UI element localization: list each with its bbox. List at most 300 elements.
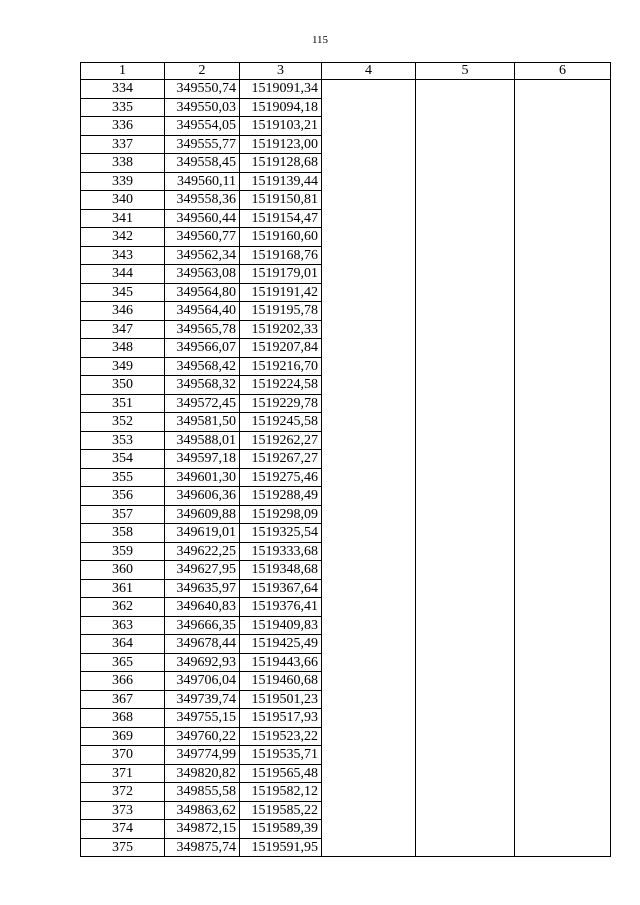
point-number-cell: 344 xyxy=(81,265,165,284)
table-row xyxy=(81,320,611,339)
empty-cell xyxy=(416,357,515,376)
y-coordinate-cell: 1519224,58 xyxy=(240,376,322,395)
y-coordinate-cell: 1519179,01 xyxy=(240,265,322,284)
empty-cell xyxy=(322,135,416,154)
empty-cell xyxy=(322,191,416,210)
empty-cell xyxy=(322,320,416,339)
point-number-cell: 347 xyxy=(81,320,165,339)
table-row xyxy=(81,838,611,857)
table-row xyxy=(81,801,611,820)
x-coordinate-cell: 349606,36 xyxy=(165,487,240,506)
x-coordinate-cell: 349581,50 xyxy=(165,413,240,432)
empty-cell xyxy=(515,450,611,469)
y-coordinate-cell: 1519202,33 xyxy=(240,320,322,339)
point-number-cell: 339 xyxy=(81,172,165,191)
point-number-cell: 363 xyxy=(81,616,165,635)
empty-cell xyxy=(322,283,416,302)
y-coordinate-cell: 1519501,23 xyxy=(240,690,322,709)
x-coordinate-cell: 349555,77 xyxy=(165,135,240,154)
table-row xyxy=(81,764,611,783)
empty-cell xyxy=(515,431,611,450)
y-coordinate-cell: 1519582,12 xyxy=(240,783,322,802)
point-number-cell: 345 xyxy=(81,283,165,302)
x-coordinate-cell: 349863,62 xyxy=(165,801,240,820)
empty-cell xyxy=(322,154,416,173)
y-coordinate-cell: 1519325,54 xyxy=(240,524,322,543)
y-coordinate-cell: 1519298,09 xyxy=(240,505,322,524)
empty-cell xyxy=(322,98,416,117)
empty-cell xyxy=(416,838,515,857)
empty-cell xyxy=(515,783,611,802)
empty-cell xyxy=(416,228,515,247)
empty-cell xyxy=(515,616,611,635)
empty-cell xyxy=(416,783,515,802)
x-coordinate-cell: 349755,15 xyxy=(165,709,240,728)
header-row xyxy=(81,63,611,80)
empty-cell xyxy=(416,320,515,339)
empty-cell xyxy=(416,487,515,506)
empty-cell xyxy=(322,302,416,321)
empty-cell xyxy=(322,80,416,99)
point-number-cell: 360 xyxy=(81,561,165,580)
empty-cell xyxy=(515,191,611,210)
point-number-cell: 355 xyxy=(81,468,165,487)
x-coordinate-cell: 349564,80 xyxy=(165,283,240,302)
empty-cell xyxy=(515,302,611,321)
empty-cell xyxy=(416,653,515,672)
point-number-cell: 337 xyxy=(81,135,165,154)
column-header: 2 xyxy=(165,63,240,80)
table-row xyxy=(81,635,611,654)
empty-cell xyxy=(416,172,515,191)
table-row xyxy=(81,505,611,524)
empty-cell xyxy=(515,98,611,117)
point-number-cell: 335 xyxy=(81,98,165,117)
point-number-cell: 354 xyxy=(81,450,165,469)
y-coordinate-cell: 1519103,21 xyxy=(240,117,322,136)
empty-cell xyxy=(416,135,515,154)
point-number-cell: 374 xyxy=(81,820,165,839)
y-coordinate-cell: 1519229,78 xyxy=(240,394,322,413)
point-number-cell: 340 xyxy=(81,191,165,210)
empty-cell xyxy=(515,413,611,432)
coordinates-table xyxy=(80,62,611,857)
empty-cell xyxy=(322,413,416,432)
x-coordinate-cell: 349554,05 xyxy=(165,117,240,136)
x-coordinate-cell: 349560,44 xyxy=(165,209,240,228)
y-coordinate-cell: 1519367,64 xyxy=(240,579,322,598)
empty-cell xyxy=(515,394,611,413)
point-number-cell: 359 xyxy=(81,542,165,561)
empty-cell xyxy=(416,339,515,358)
x-coordinate-cell: 349566,07 xyxy=(165,339,240,358)
y-coordinate-cell: 1519094,18 xyxy=(240,98,322,117)
table-row xyxy=(81,394,611,413)
empty-cell xyxy=(515,709,611,728)
point-number-cell: 338 xyxy=(81,154,165,173)
empty-cell xyxy=(416,376,515,395)
y-coordinate-cell: 1519409,83 xyxy=(240,616,322,635)
empty-cell xyxy=(322,820,416,839)
empty-cell xyxy=(322,561,416,580)
table-row xyxy=(81,283,611,302)
table-row xyxy=(81,154,611,173)
x-coordinate-cell: 349875,74 xyxy=(165,838,240,857)
table-row xyxy=(81,246,611,265)
point-number-cell: 351 xyxy=(81,394,165,413)
empty-cell xyxy=(515,320,611,339)
table-row xyxy=(81,616,611,635)
point-number-cell: 342 xyxy=(81,228,165,247)
empty-cell xyxy=(515,746,611,765)
table-row xyxy=(81,653,611,672)
x-coordinate-cell: 349560,11 xyxy=(165,172,240,191)
point-number-cell: 362 xyxy=(81,598,165,617)
point-number-cell: 352 xyxy=(81,413,165,432)
point-number-cell: 365 xyxy=(81,653,165,672)
empty-cell xyxy=(322,653,416,672)
empty-cell xyxy=(322,172,416,191)
empty-cell xyxy=(416,302,515,321)
y-coordinate-cell: 1519443,66 xyxy=(240,653,322,672)
y-coordinate-cell: 1519275,46 xyxy=(240,468,322,487)
empty-cell xyxy=(515,265,611,284)
empty-cell xyxy=(322,690,416,709)
x-coordinate-cell: 349572,45 xyxy=(165,394,240,413)
point-number-cell: 334 xyxy=(81,80,165,99)
empty-cell xyxy=(515,635,611,654)
table-row xyxy=(81,579,611,598)
empty-cell xyxy=(416,431,515,450)
empty-cell xyxy=(416,246,515,265)
table-row xyxy=(81,690,611,709)
table-row xyxy=(81,265,611,284)
empty-cell xyxy=(322,672,416,691)
x-coordinate-cell: 349558,36 xyxy=(165,191,240,210)
empty-cell xyxy=(515,246,611,265)
y-coordinate-cell: 1519565,48 xyxy=(240,764,322,783)
point-number-cell: 350 xyxy=(81,376,165,395)
table-row xyxy=(81,376,611,395)
empty-cell xyxy=(515,283,611,302)
page-number: 115 xyxy=(311,34,329,46)
x-coordinate-cell: 349609,88 xyxy=(165,505,240,524)
empty-cell xyxy=(322,838,416,857)
column-header: 5 xyxy=(416,63,515,80)
x-coordinate-cell: 349627,95 xyxy=(165,561,240,580)
empty-cell xyxy=(322,487,416,506)
y-coordinate-cell: 1519376,41 xyxy=(240,598,322,617)
x-coordinate-cell: 349760,22 xyxy=(165,727,240,746)
y-coordinate-cell: 1519425,49 xyxy=(240,635,322,654)
y-coordinate-cell: 1519207,84 xyxy=(240,339,322,358)
empty-cell xyxy=(322,339,416,358)
y-coordinate-cell: 1519288,49 xyxy=(240,487,322,506)
x-coordinate-cell: 349619,01 xyxy=(165,524,240,543)
empty-cell xyxy=(416,394,515,413)
empty-cell xyxy=(416,598,515,617)
x-coordinate-cell: 349564,40 xyxy=(165,302,240,321)
empty-cell xyxy=(322,635,416,654)
point-number-cell: 357 xyxy=(81,505,165,524)
empty-cell xyxy=(416,709,515,728)
empty-cell xyxy=(515,209,611,228)
table-row xyxy=(81,117,611,136)
x-coordinate-cell: 349597,18 xyxy=(165,450,240,469)
x-coordinate-cell: 349568,42 xyxy=(165,357,240,376)
point-number-cell: 368 xyxy=(81,709,165,728)
empty-cell xyxy=(416,616,515,635)
point-number-cell: 372 xyxy=(81,783,165,802)
empty-cell xyxy=(416,154,515,173)
y-coordinate-cell: 1519139,44 xyxy=(240,172,322,191)
empty-cell xyxy=(416,635,515,654)
x-coordinate-cell: 349635,97 xyxy=(165,579,240,598)
y-coordinate-cell: 1519460,68 xyxy=(240,672,322,691)
x-coordinate-cell: 349601,30 xyxy=(165,468,240,487)
empty-cell xyxy=(322,246,416,265)
empty-cell xyxy=(416,561,515,580)
empty-cell xyxy=(515,542,611,561)
empty-cell xyxy=(416,505,515,524)
empty-cell xyxy=(416,746,515,765)
empty-cell xyxy=(322,542,416,561)
empty-cell xyxy=(515,672,611,691)
empty-cell xyxy=(515,653,611,672)
point-number-cell: 349 xyxy=(81,357,165,376)
empty-cell xyxy=(322,524,416,543)
y-coordinate-cell: 1519128,68 xyxy=(240,154,322,173)
x-coordinate-cell: 349563,08 xyxy=(165,265,240,284)
table-row xyxy=(81,172,611,191)
column-header: 4 xyxy=(322,63,416,80)
table-row xyxy=(81,339,611,358)
empty-cell xyxy=(416,542,515,561)
empty-cell xyxy=(322,431,416,450)
empty-cell xyxy=(515,357,611,376)
empty-cell xyxy=(515,487,611,506)
empty-cell xyxy=(416,98,515,117)
table-row xyxy=(81,524,611,543)
table-row xyxy=(81,431,611,450)
empty-cell xyxy=(322,228,416,247)
table-row xyxy=(81,191,611,210)
y-coordinate-cell: 1519150,81 xyxy=(240,191,322,210)
empty-cell xyxy=(416,283,515,302)
empty-cell xyxy=(322,801,416,820)
y-coordinate-cell: 1519123,00 xyxy=(240,135,322,154)
y-coordinate-cell: 1519154,47 xyxy=(240,209,322,228)
y-coordinate-cell: 1519195,78 xyxy=(240,302,322,321)
empty-cell xyxy=(416,801,515,820)
empty-cell xyxy=(322,505,416,524)
table-row xyxy=(81,561,611,580)
empty-cell xyxy=(515,505,611,524)
empty-cell xyxy=(515,80,611,99)
y-coordinate-cell: 1519517,93 xyxy=(240,709,322,728)
y-coordinate-cell: 1519333,68 xyxy=(240,542,322,561)
empty-cell xyxy=(322,209,416,228)
empty-cell xyxy=(322,394,416,413)
point-number-cell: 371 xyxy=(81,764,165,783)
y-coordinate-cell: 1519585,22 xyxy=(240,801,322,820)
empty-cell xyxy=(416,265,515,284)
empty-cell xyxy=(322,783,416,802)
table-row xyxy=(81,709,611,728)
point-number-cell: 341 xyxy=(81,209,165,228)
table-row xyxy=(81,598,611,617)
y-coordinate-cell: 1519191,42 xyxy=(240,283,322,302)
table-body xyxy=(81,80,611,857)
x-coordinate-cell: 349820,82 xyxy=(165,764,240,783)
empty-cell xyxy=(322,450,416,469)
empty-cell xyxy=(322,117,416,136)
table-row xyxy=(81,228,611,247)
y-coordinate-cell: 1519589,39 xyxy=(240,820,322,839)
column-header: 1 xyxy=(81,63,165,80)
table-row xyxy=(81,746,611,765)
empty-cell xyxy=(322,376,416,395)
empty-cell xyxy=(515,727,611,746)
empty-cell xyxy=(322,598,416,617)
table-row xyxy=(81,80,611,99)
x-coordinate-cell: 349706,04 xyxy=(165,672,240,691)
empty-cell xyxy=(416,524,515,543)
empty-cell xyxy=(515,154,611,173)
table-row xyxy=(81,468,611,487)
empty-cell xyxy=(416,209,515,228)
empty-cell xyxy=(515,764,611,783)
x-coordinate-cell: 349855,58 xyxy=(165,783,240,802)
empty-cell xyxy=(515,339,611,358)
point-number-cell: 366 xyxy=(81,672,165,691)
empty-cell xyxy=(515,561,611,580)
y-coordinate-cell: 1519267,27 xyxy=(240,450,322,469)
point-number-cell: 361 xyxy=(81,579,165,598)
empty-cell xyxy=(515,579,611,598)
empty-cell xyxy=(322,468,416,487)
table-row xyxy=(81,302,611,321)
empty-cell xyxy=(416,468,515,487)
point-number-cell: 367 xyxy=(81,690,165,709)
x-coordinate-cell: 349560,77 xyxy=(165,228,240,247)
table-row xyxy=(81,487,611,506)
empty-cell xyxy=(416,672,515,691)
empty-cell xyxy=(416,820,515,839)
empty-cell xyxy=(322,357,416,376)
y-coordinate-cell: 1519523,22 xyxy=(240,727,322,746)
point-number-cell: 343 xyxy=(81,246,165,265)
table-row xyxy=(81,672,611,691)
x-coordinate-cell: 349666,35 xyxy=(165,616,240,635)
point-number-cell: 348 xyxy=(81,339,165,358)
empty-cell xyxy=(515,838,611,857)
x-coordinate-cell: 349550,74 xyxy=(165,80,240,99)
empty-cell xyxy=(515,524,611,543)
empty-cell xyxy=(515,135,611,154)
empty-cell xyxy=(515,801,611,820)
point-number-cell: 375 xyxy=(81,838,165,857)
empty-cell xyxy=(416,413,515,432)
table-row xyxy=(81,542,611,561)
point-number-cell: 353 xyxy=(81,431,165,450)
x-coordinate-cell: 349562,34 xyxy=(165,246,240,265)
x-coordinate-cell: 349692,93 xyxy=(165,653,240,672)
empty-cell xyxy=(515,598,611,617)
table-row xyxy=(81,727,611,746)
x-coordinate-cell: 349640,83 xyxy=(165,598,240,617)
x-coordinate-cell: 349565,78 xyxy=(165,320,240,339)
x-coordinate-cell: 349622,25 xyxy=(165,542,240,561)
empty-cell xyxy=(322,616,416,635)
empty-cell xyxy=(515,376,611,395)
empty-cell xyxy=(515,690,611,709)
empty-cell xyxy=(322,579,416,598)
table-row xyxy=(81,98,611,117)
y-coordinate-cell: 1519245,58 xyxy=(240,413,322,432)
empty-cell xyxy=(322,746,416,765)
table-row xyxy=(81,783,611,802)
empty-cell xyxy=(416,764,515,783)
x-coordinate-cell: 349550,03 xyxy=(165,98,240,117)
point-number-cell: 369 xyxy=(81,727,165,746)
table-row xyxy=(81,135,611,154)
empty-cell xyxy=(416,80,515,99)
point-number-cell: 373 xyxy=(81,801,165,820)
empty-cell xyxy=(515,172,611,191)
point-number-cell: 358 xyxy=(81,524,165,543)
y-coordinate-cell: 1519091,34 xyxy=(240,80,322,99)
x-coordinate-cell: 349588,01 xyxy=(165,431,240,450)
point-number-cell: 336 xyxy=(81,117,165,136)
empty-cell xyxy=(416,117,515,136)
y-coordinate-cell: 1519262,27 xyxy=(240,431,322,450)
empty-cell xyxy=(416,450,515,469)
point-number-cell: 356 xyxy=(81,487,165,506)
y-coordinate-cell: 1519591,95 xyxy=(240,838,322,857)
empty-cell xyxy=(416,191,515,210)
y-coordinate-cell: 1519535,71 xyxy=(240,746,322,765)
table-row xyxy=(81,413,611,432)
empty-cell xyxy=(322,709,416,728)
x-coordinate-cell: 349678,44 xyxy=(165,635,240,654)
table-row xyxy=(81,357,611,376)
x-coordinate-cell: 349568,32 xyxy=(165,376,240,395)
empty-cell xyxy=(416,579,515,598)
empty-cell xyxy=(416,727,515,746)
table-row xyxy=(81,450,611,469)
y-coordinate-cell: 1519160,60 xyxy=(240,228,322,247)
column-header: 3 xyxy=(240,63,322,80)
point-number-cell: 346 xyxy=(81,302,165,321)
empty-cell xyxy=(322,764,416,783)
empty-cell xyxy=(515,228,611,247)
empty-cell xyxy=(515,117,611,136)
x-coordinate-cell: 349774,99 xyxy=(165,746,240,765)
empty-cell xyxy=(322,727,416,746)
empty-cell xyxy=(515,468,611,487)
y-coordinate-cell: 1519348,68 xyxy=(240,561,322,580)
empty-cell xyxy=(416,690,515,709)
point-number-cell: 370 xyxy=(81,746,165,765)
x-coordinate-cell: 349872,15 xyxy=(165,820,240,839)
empty-cell xyxy=(322,265,416,284)
point-number-cell: 364 xyxy=(81,635,165,654)
y-coordinate-cell: 1519216,70 xyxy=(240,357,322,376)
table-row xyxy=(81,209,611,228)
empty-cell xyxy=(515,820,611,839)
table-row xyxy=(81,820,611,839)
